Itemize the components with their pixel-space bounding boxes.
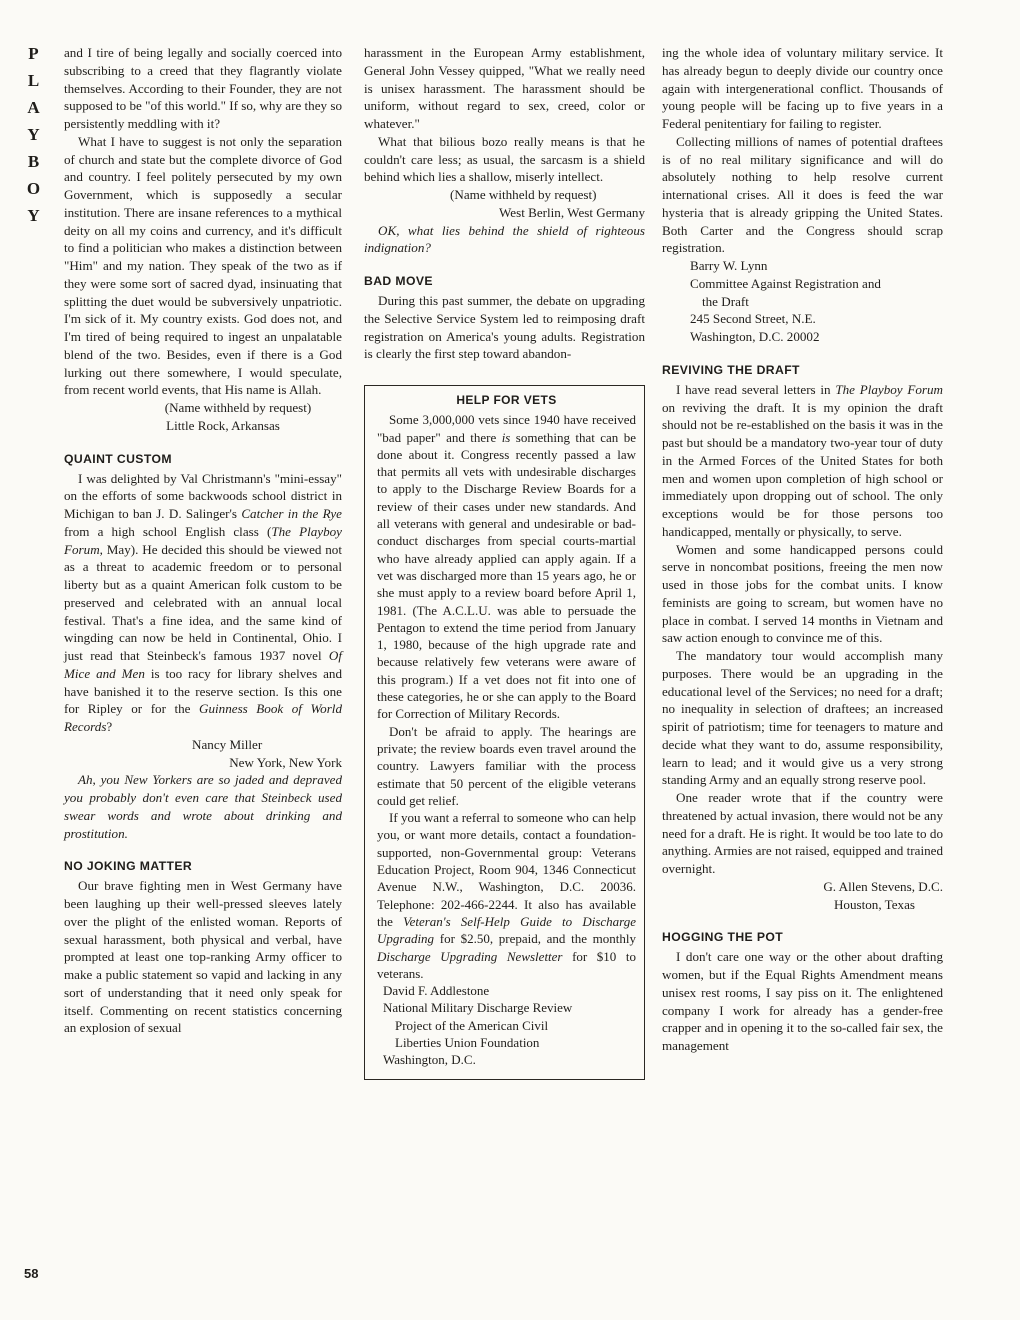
masthead-letter: A <box>27 98 41 117</box>
text-run: I was delighted by Val Christmann's "mini-essay" on the efforts of some backwoods school district in Michigan to ban J. D. Salinger's <box>64 470 342 521</box>
editor-reply: Ah, you New Yorkers are so jaded and depraved you probably don't even care that Steinbeck used swear words and wrote about drinking and prostitution. <box>64 772 342 841</box>
signature-name: Barry W. Lynn <box>690 258 768 273</box>
letter-paragraph: What that bilious bozo really means is that he couldn't care less; as usual, the sarcasm is a shield behind which lies a shallow, miserly intellect. <box>364 133 645 185</box>
signature-place: West Berlin, West Germany <box>498 204 645 220</box>
text-run: May). He decided this should be viewed not as a threat to academic freedom or to personal liberty but as a quaint American folk custom to be preserved and celebrated with an annual local festival. That's a fine idea, and the same kind of wingding can now be held in Continental, Ohio. I just read that Steinbeck's famous 1937 novel <box>64 541 342 663</box>
text-run: something that can be done about it. Congress recently passed a law that permits all vets with undesirable discharges to apply to the Discharge Review Boards for a review of their cases under new standards. And all veterans with general and undesirable or bad-conduct discharges from special courts-martial who have already applied can apply again. If a vet was discharged more than 15 years ago, he or she must apply to a review board before April 1, 1981. (The A.C.L.U. was able to persuade the Pentagon to extend the time period from January 1, 1980, because of the high upgrade rate and because relatively few veterans were aware of this program.) If a vet does not fit into one of these categories, he or she can apply to the Board for Correction of Military Records. <box>377 429 636 722</box>
magazine-title: The Playboy Forum, <box>64 523 342 557</box>
text-run: If you want a referral to someone who can help you, or want more details, contact a foundation-supported, non-Governmental group: Veterans Education Project, Room 904, 1346 Connecticut Avenue N.W., Washington, D.C. 20036. Telephone: 202-466-2244. It also has available the <box>377 810 636 929</box>
playboy-masthead <box>22 40 46 229</box>
page-number: 58 <box>24 1266 39 1281</box>
box-paragraph <box>377 809 636 982</box>
text-run: Some 3,000,000 vets since 1940 have received "bad paper" and there <box>377 412 636 445</box>
section-heading-no-joking-matter: NO JOKING MATTER <box>64 859 193 874</box>
signature-name: G. Allen Stevens, D.C. <box>823 878 943 894</box>
publication-title: Veteran's Self-Help Guide to Discharge Upgrading <box>377 913 637 947</box>
signature-org: Committee Against Registration and <box>690 275 881 291</box>
signature-org: the Draft <box>702 293 749 309</box>
letter-paragraph: During this past summer, the debate on upgrading the Selective Service System led to reimposing draft registration on America's young adults. Registration is clearly the first step toward abandon- <box>364 293 645 362</box>
masthead-letter: Y <box>27 206 41 225</box>
signature-org: National Military Discharge Review <box>383 1000 573 1016</box>
letter-paragraph: and I tire of being legally and socially coerced into subscribing to a creed that they flagrantly violate themselves. According to their Founder, they are not supposed to be "of this world." If so, why are they so persistently meddling with it? <box>64 45 342 131</box>
book-title: Guinness Book of World Records <box>64 701 342 734</box>
section-heading-quaint-custom: QUAINT CUSTOM <box>64 451 172 466</box>
signature-org: Project of the American Civil <box>395 1017 549 1033</box>
book-title: Of Mice and Men <box>64 648 342 681</box>
letter-paragraph: One reader wrote that if the country were threatened by actual invasion, there would not be any need for a draft. He is right. It would be too late to do anything. Armies are not raised, equipped and trained overnight. <box>662 790 943 876</box>
signature-name: (Name withheld by request) <box>450 187 597 202</box>
editor-reply: OK, what lies behind the shield of righteous indignation? <box>364 222 645 256</box>
box-paragraph <box>377 411 636 722</box>
help-for-vets-box <box>364 385 645 1080</box>
text-run: is too racy for library shelves and have banished it to the reserve section. Is this one for Ripley or for the <box>64 665 342 717</box>
letter-paragraph: Women and some handicapped persons could serve in noncombat positions, freeing the men now used in those jobs for the combat units. I know feminists are going to scream, but women have no place in combat. I served 14 months in Vietnam and saw action enough to convince me of this. <box>662 541 943 646</box>
letter-paragraph: The mandatory tour would accomplish many purposes. There would be an upgrading in the educational level of the Services; no need for a draft; no inequality in selection of draftees; an increased spirit of patriotism; time for teenagers to mature and decide what they want to do, assume responsibility, learn to lead; and it would give us a very strong standing Army and an equally strong reserve pool. <box>662 648 943 788</box>
signature-name: (Name withheld by request) <box>164 400 312 415</box>
publication-title: Discharge Upgrading Newsletter <box>377 948 563 964</box>
section-heading-reviving-the-draft: REVIVING THE DRAFT <box>662 362 800 377</box>
letter-paragraph: What I have to suggest is not only the separation of church and state but the complete divorce of God and country. I feel politely persecuted by my own Government, which is supposedly a secular institution. There are insane references to a mythical deity on all my coins and currency, and it's difficult to find a politician who makes a distinction between "Him" and my nation. They speak of the two as if they were some sort of sacred dyad, insinuating that splitting the duet would be subversively unpatriotic. I'm sick of it. My country exists. God does not, and I'm tired of being required to ingest an unpalatable blend of the two. Besides, even if there is a God lurking out there somewhere, I would speculate, from recent world events, that His name is Allah. <box>64 133 342 398</box>
signature-name: David F. Addlestone <box>383 983 490 999</box>
signature-place: Washington, D.C. 20002 <box>690 329 820 344</box>
masthead-letter: P <box>28 44 40 63</box>
section-heading-hogging-the-pot: HOGGING THE POT <box>662 930 784 945</box>
letter-paragraph <box>64 470 342 736</box>
letter-paragraph: I don't care one way or the other about drafting women, but if the Equal Rights Amendment means unisex rest rooms, I say piss on it. The enlightened company I work for already has a gender-free crapper and in opening it to the so-called fair sex, the management <box>662 949 943 1053</box>
text-run: on reviving the draft. It is my opinion the draft should not be re-established on the basis it was in the past but should be a mandatory two-year tour of duty in the Armed Forces of the United States for both men and women upon completion of high school or immediately upon dropping out of school. The only exceptions would be for those persons too handicapped, mentally or physically, to serve. <box>662 399 943 539</box>
column-3 <box>662 44 943 1055</box>
signature-org: Liberties Union Foundation <box>395 1034 540 1050</box>
text-run: from a high school English class ( <box>64 523 272 539</box>
masthead-letter: O <box>26 179 42 198</box>
text-run: ? <box>106 719 113 734</box>
column-1 <box>64 44 342 1037</box>
section-heading-bad-move: BAD MOVE <box>364 274 433 288</box>
masthead-letter: Y <box>27 125 41 144</box>
signature-place: Washington, D.C. <box>383 1052 476 1068</box>
masthead-letter: L <box>27 71 41 90</box>
letter-paragraph: Our brave fighting men in West Germany have been laughing up their well-pressed sleeves lately over the plight of the enlisted woman. Reports of sexual harassment, both physical and verbal, have prompted at least one top-ranking Army officer to make a public statement so vapid and lacking in any sort of understanding that it need only speak for itself. Commenting on recent statistics concerning an explosion of sexual <box>64 878 342 1036</box>
letter-paragraph: ing the whole idea of voluntary military service. It has already begun to deeply divide our country once again with intergenerational conflict. Thousands of young people will be facing up to five years in a Federal penitentiary for failing to register. <box>662 45 943 131</box>
letter-paragraph: harassment in the European Army establishment, General John Vessey quipped, "What we really need is unisex harassment. The harassment should be uniform, without regard to sex, creed, color or whatever." <box>364 45 645 131</box>
signature-name: Nancy Miller <box>192 736 263 752</box>
column-2 <box>364 44 645 1080</box>
text-run: for $2.50, prepaid, and the monthly <box>434 931 636 947</box>
emphasis: is <box>501 429 511 445</box>
text-run: I have read several letters in <box>676 381 836 397</box>
signature-place: Houston, Texas <box>833 896 915 912</box>
text-run: for $10 to veterans. <box>377 948 636 981</box>
book-title: Catcher in the Rye <box>241 506 342 521</box>
box-title: HELP FOR VETS <box>456 393 557 407</box>
letter-paragraph <box>662 381 943 541</box>
magazine-title: The Playboy Forum <box>835 381 943 397</box>
masthead-letter: B <box>27 152 41 171</box>
letter-paragraph: Collecting millions of names of potential draftees is of no real military significance and will do absolutely nothing to help resolve current international crises. All it does is feed the war hysteria that is already gripping the United States. Both Carter and the Congress should scrap registration. <box>662 133 943 256</box>
signature-place: Little Rock, Arkansas <box>166 417 280 433</box>
signature-address: 245 Second Street, N.E. <box>690 311 816 327</box>
box-paragraph: Don't be afraid to apply. The hearings are private; the review boards even travel around the country. Lawyers familiar with the process estimate that 50 percent of the eligible veterans could get relief. <box>377 723 636 808</box>
signature-place: New York, New York <box>229 754 342 770</box>
